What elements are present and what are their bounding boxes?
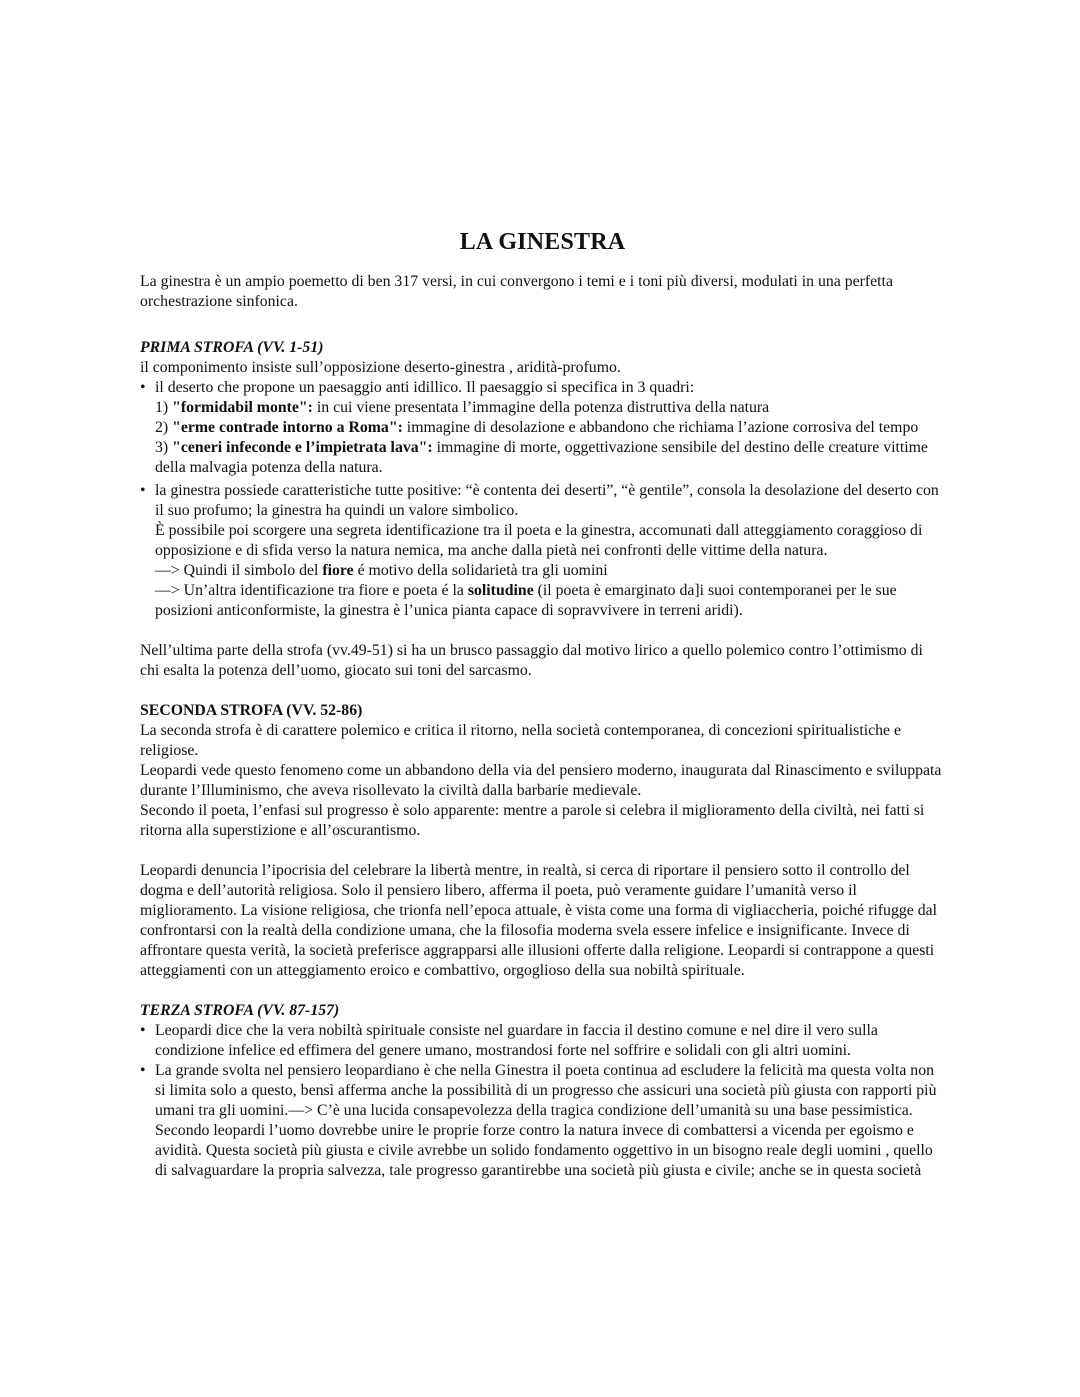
spacer — [140, 981, 945, 1001]
section-lead: il componimento insiste sull’opposizione deserto-ginestra , aridità-profumo. — [140, 359, 621, 376]
arrow-text: —> Un’altra identificazione tra fiore e poeta é la — [155, 582, 468, 599]
list-number: 1) — [155, 399, 173, 416]
keyword-bold: solitudine — [467, 582, 534, 599]
spacer — [140, 681, 945, 701]
section-seconda-strofa — [140, 701, 945, 981]
spacer — [140, 621, 945, 641]
paragraph: È possibile poi scorgere una segreta identificazione tra il poeta e la ginestra, accomunati dall atteggiamento coraggioso di opposizione e di sfida verso la natura nemica, ma anche dalla pietà nei confronti delle vittime della natura. — [155, 522, 923, 559]
paragraph: Leopardi vede questo fenomeno come un abbandono della via del pensiero moderno, inaugurata dal Rinascimento e sviluppata durante l’Illuminismo, che aveva risollevato la civiltà dalla barbarie medievale. — [140, 762, 942, 799]
quote-bold: "formidabil monte": — [172, 399, 313, 416]
list-text: immagine di desolazione e abbandono che richiama l’azione corrosiva del tempo — [402, 419, 919, 436]
arrow-text: é motivo della solidarietà tra gli uomini — [353, 562, 608, 579]
list-item-quadro-1 — [140, 398, 945, 418]
list-item-quadro-2 — [140, 418, 945, 438]
document-page — [140, 226, 945, 1181]
list-number: 3) — [155, 439, 173, 456]
page-title: LA GINESTRA — [459, 229, 626, 255]
spacer — [140, 841, 945, 861]
section-prima-strofa — [140, 338, 945, 681]
bullet-item: • La grande svolta nel pensiero leopardiano è che nella Ginestra il poeta continua ad escludere la felicità ma questa volta non si limita solo a questo, bensì afferma anche la possibilità di un progresso che assicuri una società più giusta con rapporti più umani tra gli uomini.—> C’è una lucida consapevolezza della tragica condizione dell’umanità su una base pessimistica. Secondo leopardi l’uomo dovrebbe unire le proprie forze contro la natura invece di combattersi a vicenda per egoismo e avidità. Questa società più giusta e civile avrebbe un solido fondamento oggettivo in un bisogno reale degli uomini , quello di salvaguardare la propria salvezza, tale progresso garantirebbe una società più giusta e civile; anche se in questa società — [140, 1061, 945, 1181]
list-text: immagine di morte, oggettivazione sensibile del destino delle creature vittime della malvagia potenza della natura. — [155, 439, 928, 476]
bullet-item: • il deserto che propone un paesaggio anti idillico. Il paesaggio si specifica in 3 quadri: — [140, 378, 945, 398]
paragraph: Secondo il poeta, l’enfasi sul progresso è solo apparente: mentre a parole si celebra il miglioramento della civiltà, nei fatti si ritorna alla superstizione e all’oscurantismo. — [140, 802, 925, 839]
section-terza-strofa — [140, 1001, 945, 1181]
list-item-quadro-3 — [140, 438, 945, 478]
paragraph: La seconda strofa è di carattere polemico e critica il ritorno, nella società contemporanea, di concezioni spiritualistiche e religiose. — [140, 722, 901, 759]
list-number: 2) — [155, 419, 173, 436]
quote-bold: "erme contrade intorno a Roma": — [172, 419, 403, 436]
section-heading: SECONDA STROFA (VV. 52-86) — [140, 702, 363, 719]
arrow-text: (il poeta è emarginato da]i suoi contemporanei per le sue posizioni anticonformiste, la ginestra è l’unica pianta capace di sopravvivere in terreni aridi). — [155, 582, 897, 619]
list-text: in cui viene presentata l’immagine della potenza distruttiva della natura — [312, 399, 770, 416]
paragraph: Leopardi denuncia l’ipocrisia del celebrare la libertà mentre, in realtà, si cerca di riportare il pensiero sotto il controllo del dogma e dell’autorità religiosa. Solo il pensiero libero, afferma il poeta, può veramente guidare l’umanità verso il miglioramento. La visione religiosa, che trionfa nell’epoca attuale, è vista come una forma di vigliaccheria, poiché rifugge dal confrontarsi con la realtà della condizione umana, che la filosofia moderna svela essere infelice e insignificante. Invece di affrontare questa verità, la società preferisce aggrapparsi alle illusioni offerte dalla religione. Leopardi si contrappone a questi atteggiamenti con un atteggiamento eroico e combattivo, orgoglioso della sua nobiltà spirituale. — [140, 862, 937, 979]
arrow-note — [140, 561, 945, 581]
quote-bold: "ceneri infeconde e l’impietrata lava": — [172, 439, 433, 456]
arrow-text: —> Quindi il simbolo del — [155, 562, 323, 579]
bullet-item: • la ginestra possiede caratteristiche tutte positive: “è contenta dei deserti”, “è gentile”, consola la desolazione del deserto con il suo profumo; la ginestra ha quindi un valore simbolico. — [140, 481, 945, 521]
section-heading: PRIMA STROFA (VV. 1-51) — [140, 339, 324, 356]
spacer — [140, 312, 945, 338]
section-heading: TERZA STROFA (VV. 87-157) — [140, 1002, 340, 1019]
bullet-item: • Leopardi dice che la vera nobiltà spirituale consiste nel guardare in faccia il destino comune e nel dire il vero sulla condizione infelice ed effimera del genere umano, mostrandosi forte nel soffrire e solidali con gli altri uomini. — [140, 1021, 945, 1061]
closing-paragraph: Nell’ultima parte della strofa (vv.49-51) si ha un brusco passaggio dal motivo lirico a quello polemico contro l’ottimismo di chi esalta la potenza dell’uomo, giocato sui toni del sarcasmo. — [140, 642, 923, 679]
intro-paragraph: La ginestra è un ampio poemetto di ben 317 versi, in cui convergono i temi e i toni più diversi, modulati in una perfetta orchestrazione sinfonica. — [140, 273, 893, 310]
keyword-bold: fiore — [322, 562, 354, 579]
arrow-note — [140, 581, 945, 621]
